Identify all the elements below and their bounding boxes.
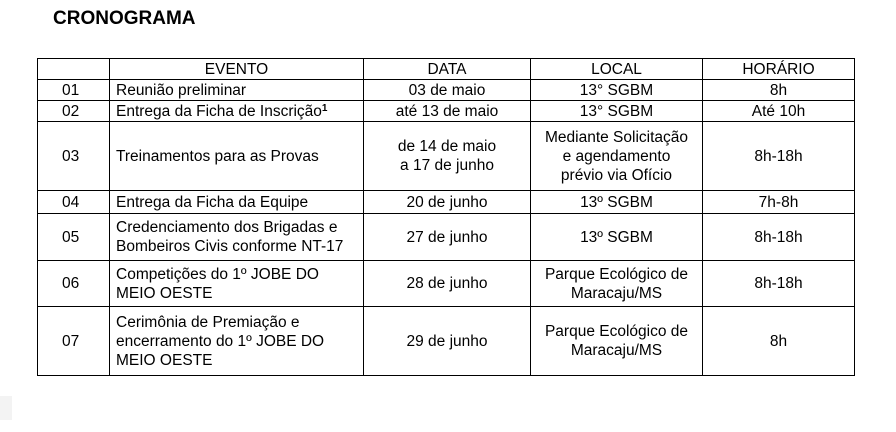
row-number: 06 xyxy=(38,261,110,307)
evento-line: MEIO OESTE xyxy=(116,351,213,369)
data-line: a 17 de junho xyxy=(400,157,494,174)
header-data: DATA xyxy=(364,59,531,80)
row-data xyxy=(364,191,531,214)
row-data xyxy=(364,101,531,122)
data-line: 27 de junho xyxy=(406,228,488,246)
row-number: 04 xyxy=(38,191,110,214)
row-evento xyxy=(110,261,364,307)
header-number xyxy=(38,59,110,80)
row-data xyxy=(364,214,531,261)
footnote-marker: 1 xyxy=(321,102,328,114)
row-number: 05 xyxy=(38,214,110,261)
row-data xyxy=(364,122,531,191)
evento-line: Cerimônia de Premiação e xyxy=(116,313,300,331)
table-row xyxy=(38,307,855,376)
page-edge-mark xyxy=(0,396,12,420)
row-horario: 8h-18h xyxy=(703,261,855,307)
row-local xyxy=(531,101,703,122)
local-line: Maracaju/MS xyxy=(570,284,663,302)
row-data xyxy=(364,261,531,307)
data-line: 03 de maio xyxy=(408,81,486,99)
evento-line: Treinamentos para as Provas xyxy=(116,147,319,165)
header-evento: EVENTO xyxy=(110,59,364,80)
row-number: 02 xyxy=(38,101,110,122)
row-number: 07 xyxy=(38,307,110,376)
row-number: 01 xyxy=(38,80,110,101)
row-evento xyxy=(110,80,364,101)
row-horario: 8h xyxy=(703,80,855,101)
evento-line: encerramento do 1º JOBE DO xyxy=(116,332,325,350)
table-row xyxy=(38,122,855,191)
row-evento xyxy=(110,101,364,122)
row-local xyxy=(531,214,703,261)
row-horario: 8h xyxy=(703,307,855,376)
local-line: Parque Ecológico de xyxy=(544,265,689,283)
evento-line: Competições do 1º JOBE DO xyxy=(116,265,319,283)
row-evento xyxy=(110,122,364,191)
local-line: 13º SGBM xyxy=(580,228,653,246)
evento-line: Entrega da Ficha de Inscrição xyxy=(116,102,322,120)
row-number: 03 xyxy=(38,122,110,191)
local-line: 13° SGBM xyxy=(579,81,654,99)
row-horario: 8h-18h xyxy=(703,122,855,191)
data-line: até 13 de maio xyxy=(395,102,499,120)
page-title: CRONOGRAMA xyxy=(53,8,196,29)
row-evento xyxy=(110,307,364,376)
row-horario: 7h-8h xyxy=(703,191,855,214)
local-line: Maracaju/MS xyxy=(570,342,663,359)
row-data xyxy=(364,307,531,376)
local-line: Mediante Solicitação xyxy=(544,128,689,146)
row-data xyxy=(364,80,531,101)
table-row xyxy=(38,261,855,307)
row-evento xyxy=(110,191,364,214)
local-line: 13° SGBM xyxy=(579,102,654,120)
local-line: 13º SGBM xyxy=(580,193,653,211)
table-row xyxy=(38,80,855,101)
local-line: Parque Ecológico de xyxy=(544,323,689,340)
schedule-table xyxy=(37,58,855,376)
row-local xyxy=(531,80,703,101)
data-line: 20 de junho xyxy=(406,193,488,211)
row-local xyxy=(531,307,703,376)
evento-line: Entrega da Ficha da Equipe xyxy=(116,193,309,211)
data-line: de 14 de maio xyxy=(397,138,497,155)
row-local xyxy=(531,191,703,214)
data-line: 29 de junho xyxy=(406,332,488,350)
row-horario: 8h-18h xyxy=(703,214,855,261)
row-local xyxy=(531,261,703,307)
row-local xyxy=(531,122,703,191)
header-local: LOCAL xyxy=(531,59,703,80)
row-evento xyxy=(110,214,364,261)
table-row xyxy=(38,214,855,261)
table-row xyxy=(38,191,855,214)
evento-line: MEIO OESTE xyxy=(116,284,213,302)
local-line: prévio via Ofício xyxy=(560,166,673,184)
evento-line: Reunião preliminar xyxy=(116,81,247,99)
table-row xyxy=(38,101,855,122)
evento-line: Credenciamento dos Brigadas e xyxy=(116,219,338,236)
local-line: e agendamento xyxy=(562,147,671,165)
data-line: 28 de junho xyxy=(406,275,488,292)
header-horario: HORÁRIO xyxy=(703,59,855,80)
evento-line: Bombeiros Civis conforme NT-17 xyxy=(116,238,344,255)
header-row xyxy=(38,59,855,80)
row-horario: Até 10h xyxy=(703,101,855,122)
